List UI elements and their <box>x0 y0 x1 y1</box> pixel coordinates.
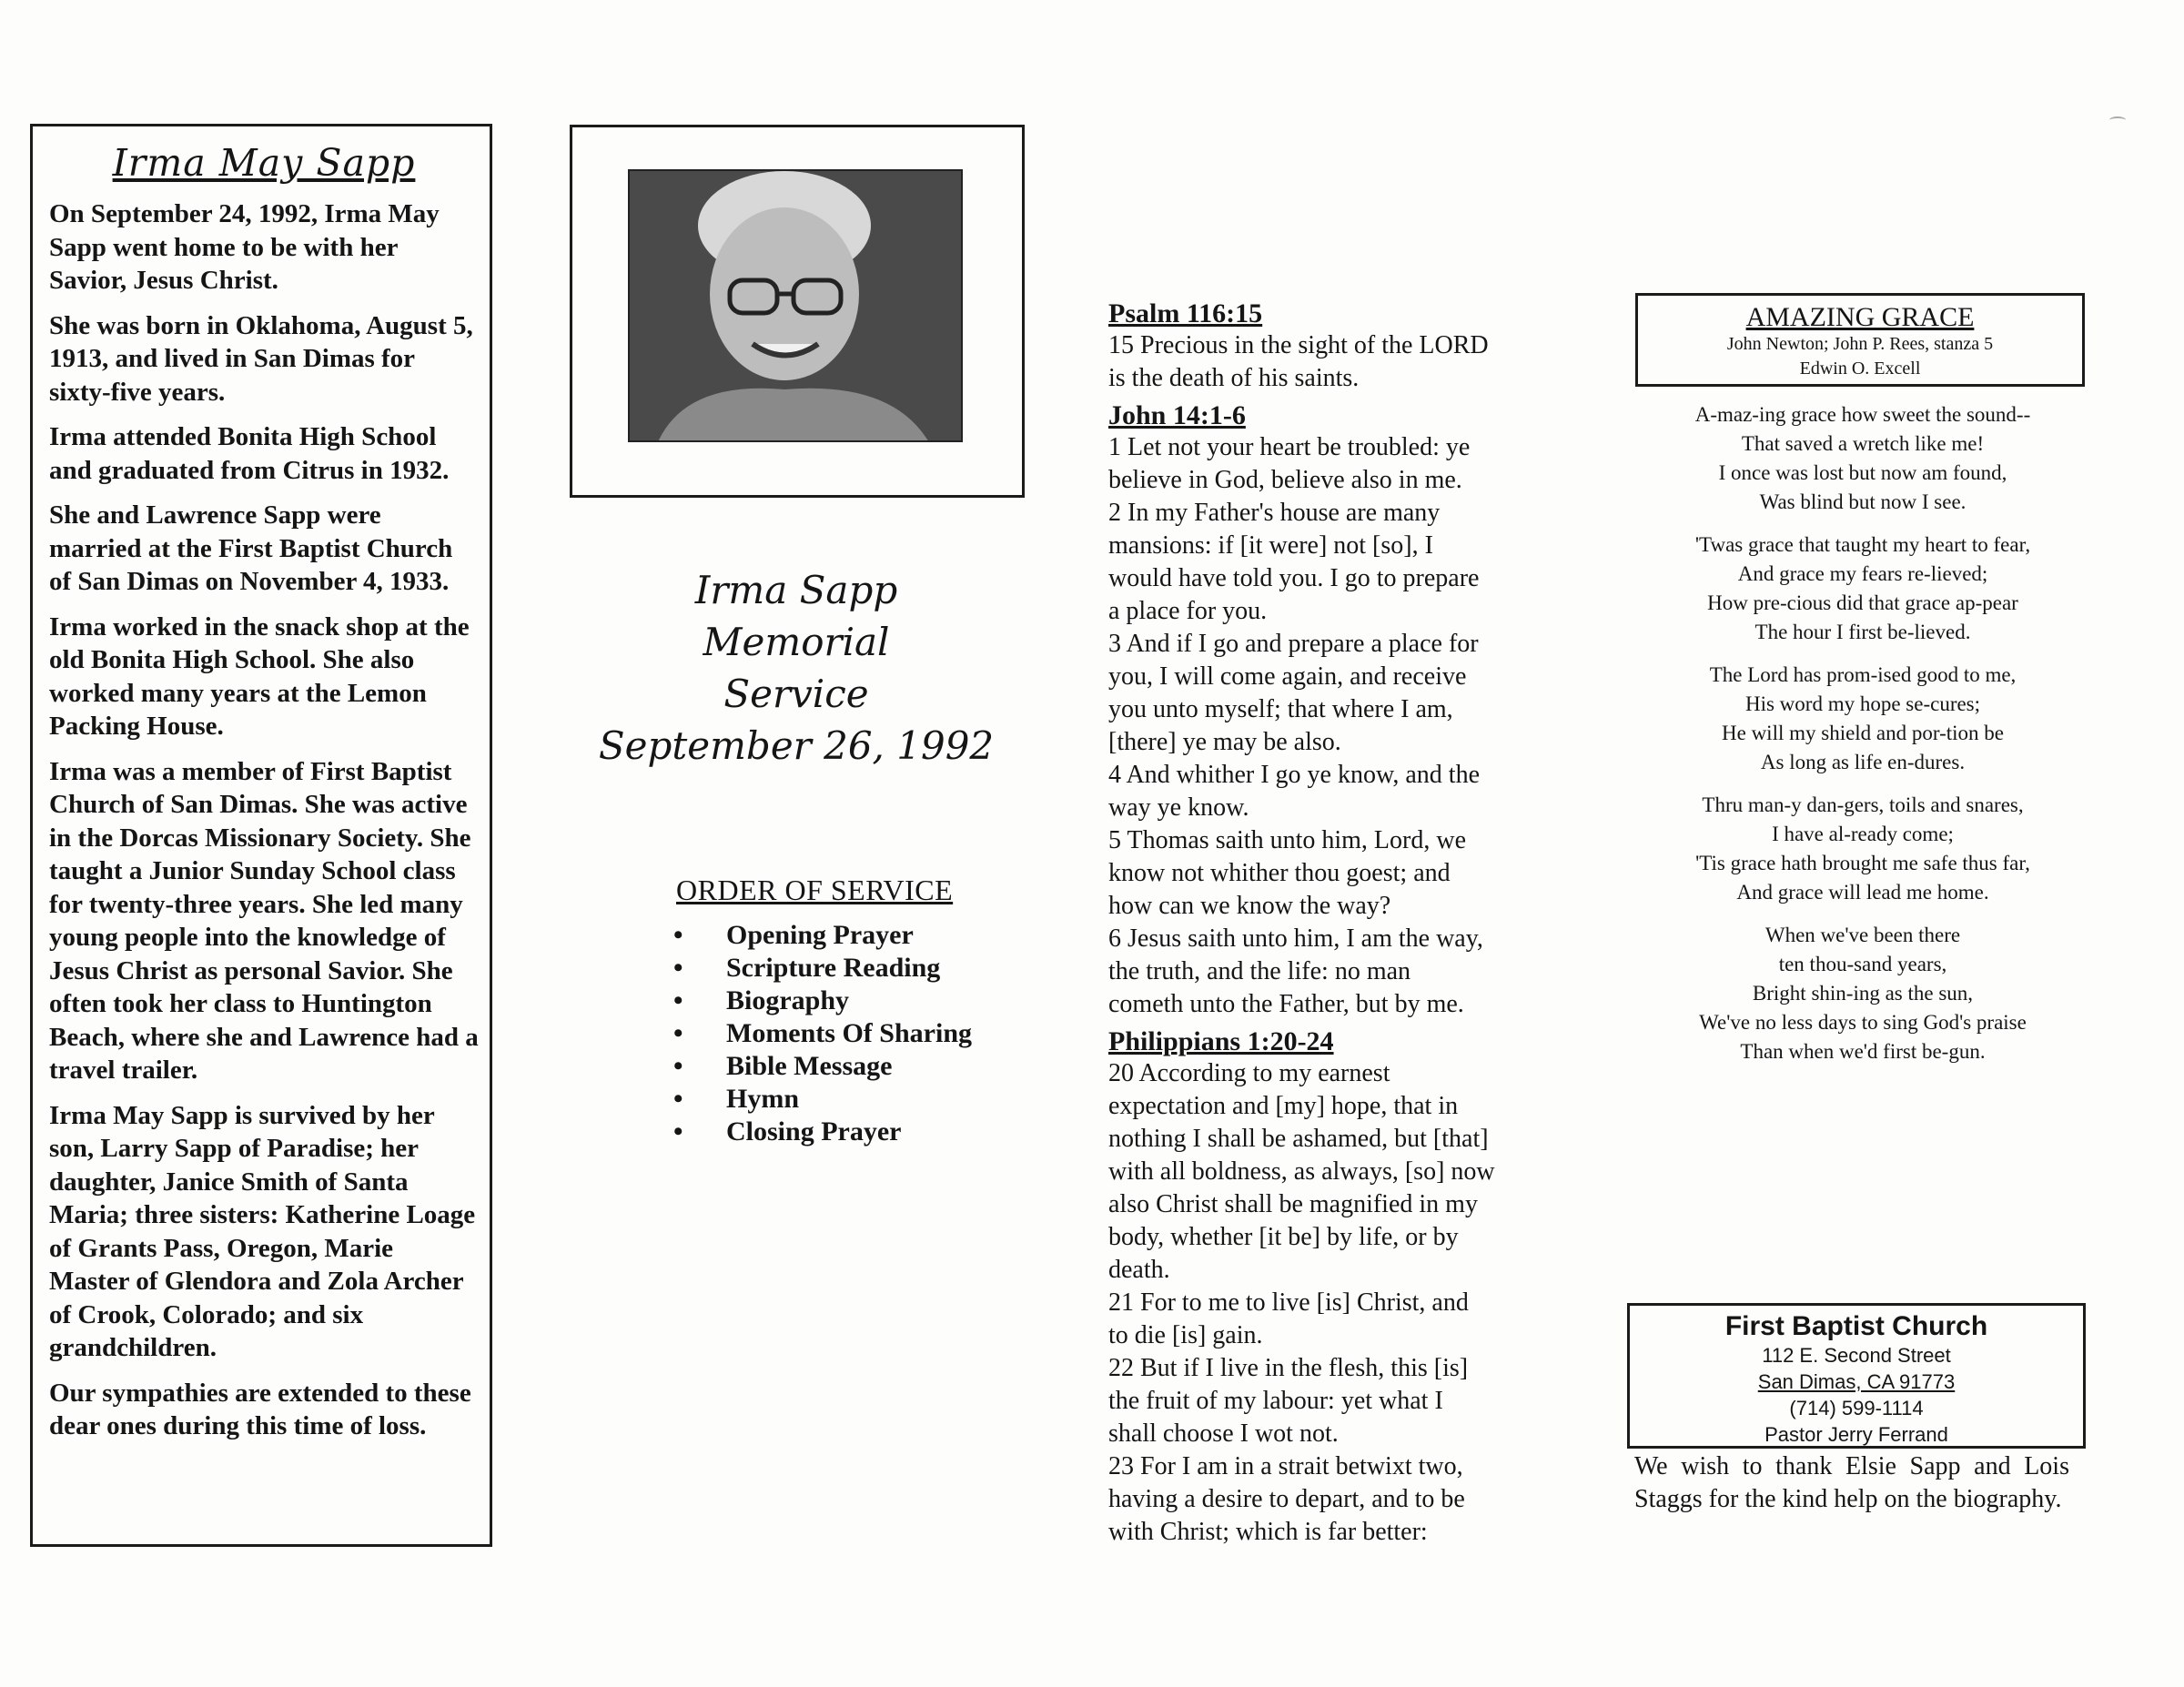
scripture-line: with Christ; which is far better: <box>1108 1518 1428 1546</box>
biography-paragraph: Irma May Sapp is survived by her son, Larry Sapp of Paradise; her daughter, Janice Smith of Santa Maria; three sisters: Katherine Loage of Grants Pass, Oregon, Marie Master of Glendora and Zola Archer of Crook, Colorado; and six grandchildren. <box>49 1100 476 1362</box>
church-name: First Baptist Church <box>1724 1311 1988 1341</box>
order-item: • Closing Prayer <box>673 1116 972 1148</box>
hymn-title: AMAZING GRACE <box>1745 302 1975 332</box>
scripture-line: cometh unto the Father, but by me. <box>1108 990 1464 1018</box>
scripture-line: know not whither thou goest; and <box>1108 859 1451 887</box>
john-heading: John 14:1-6 <box>1108 400 1246 430</box>
scripture-line: how can we know the way? <box>1108 892 1391 920</box>
biography-paragraph: On September 24, 1992, Irma May Sapp went home to be with her Savior, Jesus Christ. <box>49 199 440 295</box>
hymn-verse <box>1638 400 2088 517</box>
scripture-line: [there] ye may be also. <box>1108 728 1341 756</box>
biography-paragraph: Our sympathies are extended to these dear ones during this time of loss. <box>49 1378 471 1440</box>
scripture-line: 20 According to my earnest <box>1108 1059 1390 1087</box>
hymn-credit: Edwin O. Excell <box>1799 359 1921 379</box>
portrait-photo <box>628 169 963 442</box>
church-phone: (714) 599-1114 <box>1789 1397 1924 1419</box>
philippians-heading: Philippians 1:20-24 <box>1108 1026 1334 1056</box>
title-line: Service <box>723 672 869 716</box>
scripture-line: 23 For I am in a strait betwixt two, <box>1108 1452 1463 1480</box>
memorial-service-title <box>546 564 1046 772</box>
verse-line: Bright shin-ing as the sun, <box>1752 982 1974 1005</box>
church-pastor: Pastor Jerry Ferrand <box>1764 1423 1948 1446</box>
scripture-line: death. <box>1108 1256 1170 1284</box>
verse-line: How pre-cious did that grace ap-pear <box>1707 591 2018 614</box>
verse-line: And grace my fears re-lieved; <box>1737 562 1988 585</box>
biography-paragraph: Irma worked in the snack shop at the old Bonita High School. She also worked many years at the Lemon Packing House. <box>49 611 470 741</box>
verse-line: Was blind but now I see. <box>1759 490 1967 513</box>
verse-line: That saved a wretch like me! <box>1741 432 1985 455</box>
order-item: • Opening Prayer <box>673 919 972 952</box>
scripture-line: 4 And whither I go ye know, and the <box>1108 761 1480 789</box>
church-city: San Dimas, CA 91773 <box>1757 1370 1956 1393</box>
church-street: 112 E. Second Street <box>1762 1344 1951 1367</box>
order-item: • Bible Message <box>673 1050 972 1083</box>
hymn-verse <box>1638 791 2088 907</box>
scripture-line: is the death of his saints. <box>1108 364 1360 392</box>
scripture-readings <box>1108 293 1543 1549</box>
scripture-line: way ye know. <box>1108 793 1249 822</box>
scripture-line: also Christ shall be magnified in my <box>1108 1190 1478 1218</box>
verse-line: I once was lost but now am found, <box>1718 461 2007 484</box>
verse-line: A-maz-ing grace how sweet the sound-- <box>1694 403 2031 426</box>
biography-paragraph: Irma was a member of First Baptist Church of San Dimas. She was active in the Dorcas Missionary Society. She taught a Junior Sunday School class for twenty-three years. She led many young people into the knowledge of Jesus Christ as personal Savior. She often took her class to Huntington Beach, where she and Lawrence had a travel trailer. <box>49 756 479 1085</box>
scripture-line: would have told you. I go to prepare <box>1108 564 1480 592</box>
hymn-verse <box>1638 661 2088 777</box>
scripture-line: 2 In my Father's house are many <box>1108 499 1441 527</box>
scripture-line: expectation and [my] hope, that in <box>1108 1092 1459 1120</box>
scripture-line: 5 Thomas saith unto him, Lord, we <box>1108 826 1466 854</box>
order-item: • Scripture Reading <box>673 952 972 985</box>
scripture-line: the truth, and the life: no man <box>1108 957 1411 985</box>
verse-line: His word my hope se-cures; <box>1744 692 1981 715</box>
verse-line: And grace will lead me home. <box>1736 881 1989 904</box>
title-line: Irma Sapp <box>694 568 898 612</box>
scripture-line: 15 Precious in the sight of the LORD <box>1108 331 1489 359</box>
biography-paragraph: She and Lawrence Sapp were married at the First Baptist Church of San Dimas on November 4, 1933. <box>49 500 453 596</box>
hymn-verse <box>1638 530 2088 647</box>
scripture-line: with all boldness, as always, [so] now <box>1108 1157 1495 1186</box>
biography-paragraph: She was born in Oklahoma, August 5, 1913, and lived in San Dimas for sixty-five years. <box>49 310 473 407</box>
scripture-line: body, whether [it be] by life, or by <box>1108 1223 1459 1251</box>
scripture-line: a place for you. <box>1108 597 1268 625</box>
scripture-line: 22 But if I live in the flesh, this [is] <box>1108 1354 1469 1382</box>
biography-paragraph: Irma attended Bonita High School and graduated from Citrus in 1932. <box>49 422 450 485</box>
hymn-credit: John Newton; John P. Rees, stanza 5 <box>1726 334 1994 354</box>
scripture-line: mansions: if [it were] not [so], I <box>1108 531 1433 560</box>
psalm-heading: Psalm 116:15 <box>1108 298 1263 328</box>
verse-line: The hour I first be-lieved. <box>1754 621 1971 643</box>
scripture-line: to die [is] gain. <box>1108 1321 1263 1349</box>
verse-line: The Lord has prom-ised good to me, <box>1709 663 2017 686</box>
verse-line: He will my shield and por-tion be <box>1722 722 2004 744</box>
scripture-line: believe in God, believe also in me. <box>1108 466 1462 494</box>
church-info-box <box>1627 1303 2086 1449</box>
order-of-service-list <box>673 919 972 1148</box>
order-item: • Biography <box>673 985 972 1017</box>
order-item: • Hymn <box>673 1083 972 1116</box>
paper-mark <box>2109 116 2126 124</box>
biography-box <box>30 124 492 1547</box>
verse-line: We've no less days to sing God's praise <box>1699 1011 2027 1034</box>
scripture-line: the fruit of my labour: yet what I <box>1108 1387 1443 1415</box>
verse-line: As long as life en-dures. <box>1760 751 1966 773</box>
portrait-illustration <box>630 171 963 442</box>
title-line: Memorial <box>703 620 890 664</box>
scripture-line: you, I will come again, and receive <box>1108 662 1467 691</box>
scripture-line: nothing I shall be ashamed, but [that] <box>1108 1125 1489 1153</box>
order-of-service-heading: ORDER OF SERVICE <box>676 874 954 906</box>
scripture-line: shall choose I wot not. <box>1108 1419 1339 1448</box>
scripture-line: 1 Let not your heart be troubled: ye <box>1108 433 1471 461</box>
verse-line: 'Tis grace hath brought me safe thus far, <box>1695 852 2030 874</box>
scripture-line: 3 And if I go and prepare a place for <box>1108 630 1479 658</box>
scripture-line: 6 Jesus saith unto him, I am the way, <box>1108 924 1483 953</box>
verse-line: I have al-ready come; <box>1772 823 1954 845</box>
verse-line: 'Twas grace that taught my heart to fear, <box>1694 533 2031 556</box>
scripture-line: 21 For to me to live [is] Christ, and <box>1108 1288 1469 1317</box>
verse-line: When we've been there <box>1764 924 1961 946</box>
hymn-verse <box>1638 921 2088 1066</box>
verse-line: Thru man-y dan-gers, toils and snares, <box>1702 793 2024 816</box>
hymn-header-box <box>1635 293 2085 387</box>
biography-title: Irma May Sapp <box>112 141 416 185</box>
acknowledgment-text: We wish to thank Elsie Sapp and Lois Staggs for the kind help on the biography. <box>1634 1452 2069 1513</box>
scripture-line: having a desire to depart, and to be <box>1108 1485 1465 1513</box>
order-item: • Moments Of Sharing <box>673 1017 972 1050</box>
scripture-line: you unto myself; that where I am, <box>1108 695 1453 723</box>
hymn-verses <box>1638 400 2088 1080</box>
service-date: September 26, 1992 <box>598 723 995 768</box>
verse-line: ten thou-sand years, <box>1778 953 1947 975</box>
verse-line: Than when we'd first be-gun. <box>1740 1040 1986 1063</box>
